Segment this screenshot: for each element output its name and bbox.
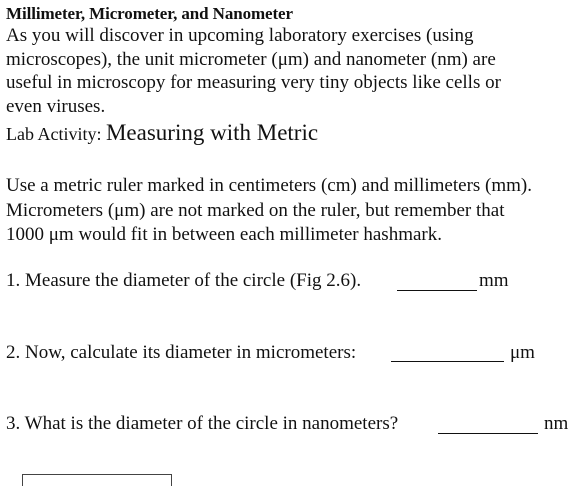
intro-line: microscopes), the unit micrometer (μm) and nanometer (nm) are xyxy=(6,48,496,70)
lab-activity-heading xyxy=(6,120,318,146)
question-1-unit: mm xyxy=(479,270,509,291)
question-3-text: 3. What is the diameter of the circle in nanometers? xyxy=(6,413,399,434)
intro-paragraph xyxy=(6,24,566,118)
intro-line: As you will discover in upcoming laboratory exercises (using xyxy=(6,25,474,46)
question-3-answer-blank[interactable] xyxy=(438,433,538,434)
instruction-line: Micrometers (μm) are not marked on the ruler, but remember that xyxy=(6,199,505,221)
question-1-text: 1. Measure the diameter of the circle (Fig 2.6). xyxy=(6,270,362,291)
lab-activity-label: Lab Activity: xyxy=(6,124,106,144)
instruction-line: 1000 μm would fit in between each millimeter hashmark. xyxy=(6,224,442,245)
page-title: Millimeter, Micrometer, and Nanometer xyxy=(6,4,293,23)
instructions-paragraph xyxy=(6,174,578,248)
question-1-answer-blank[interactable] xyxy=(397,290,477,291)
question-3-unit: nm xyxy=(544,413,569,434)
question-2-unit: μm xyxy=(510,342,535,363)
question-2-text: 2. Now, calculate its diameter in micrometers: xyxy=(6,342,357,363)
intro-line: even viruses. xyxy=(6,95,106,117)
intro-line: useful in microscopy for measuring very tiny objects like cells or xyxy=(6,72,501,93)
instruction-line: Use a metric ruler marked in centimeters (cm) and millimeters (mm). xyxy=(6,175,532,196)
lab-activity-title: Measuring with Metric xyxy=(105,120,319,145)
cropped-box-outline xyxy=(22,474,172,486)
question-2-answer-blank[interactable] xyxy=(391,361,504,362)
